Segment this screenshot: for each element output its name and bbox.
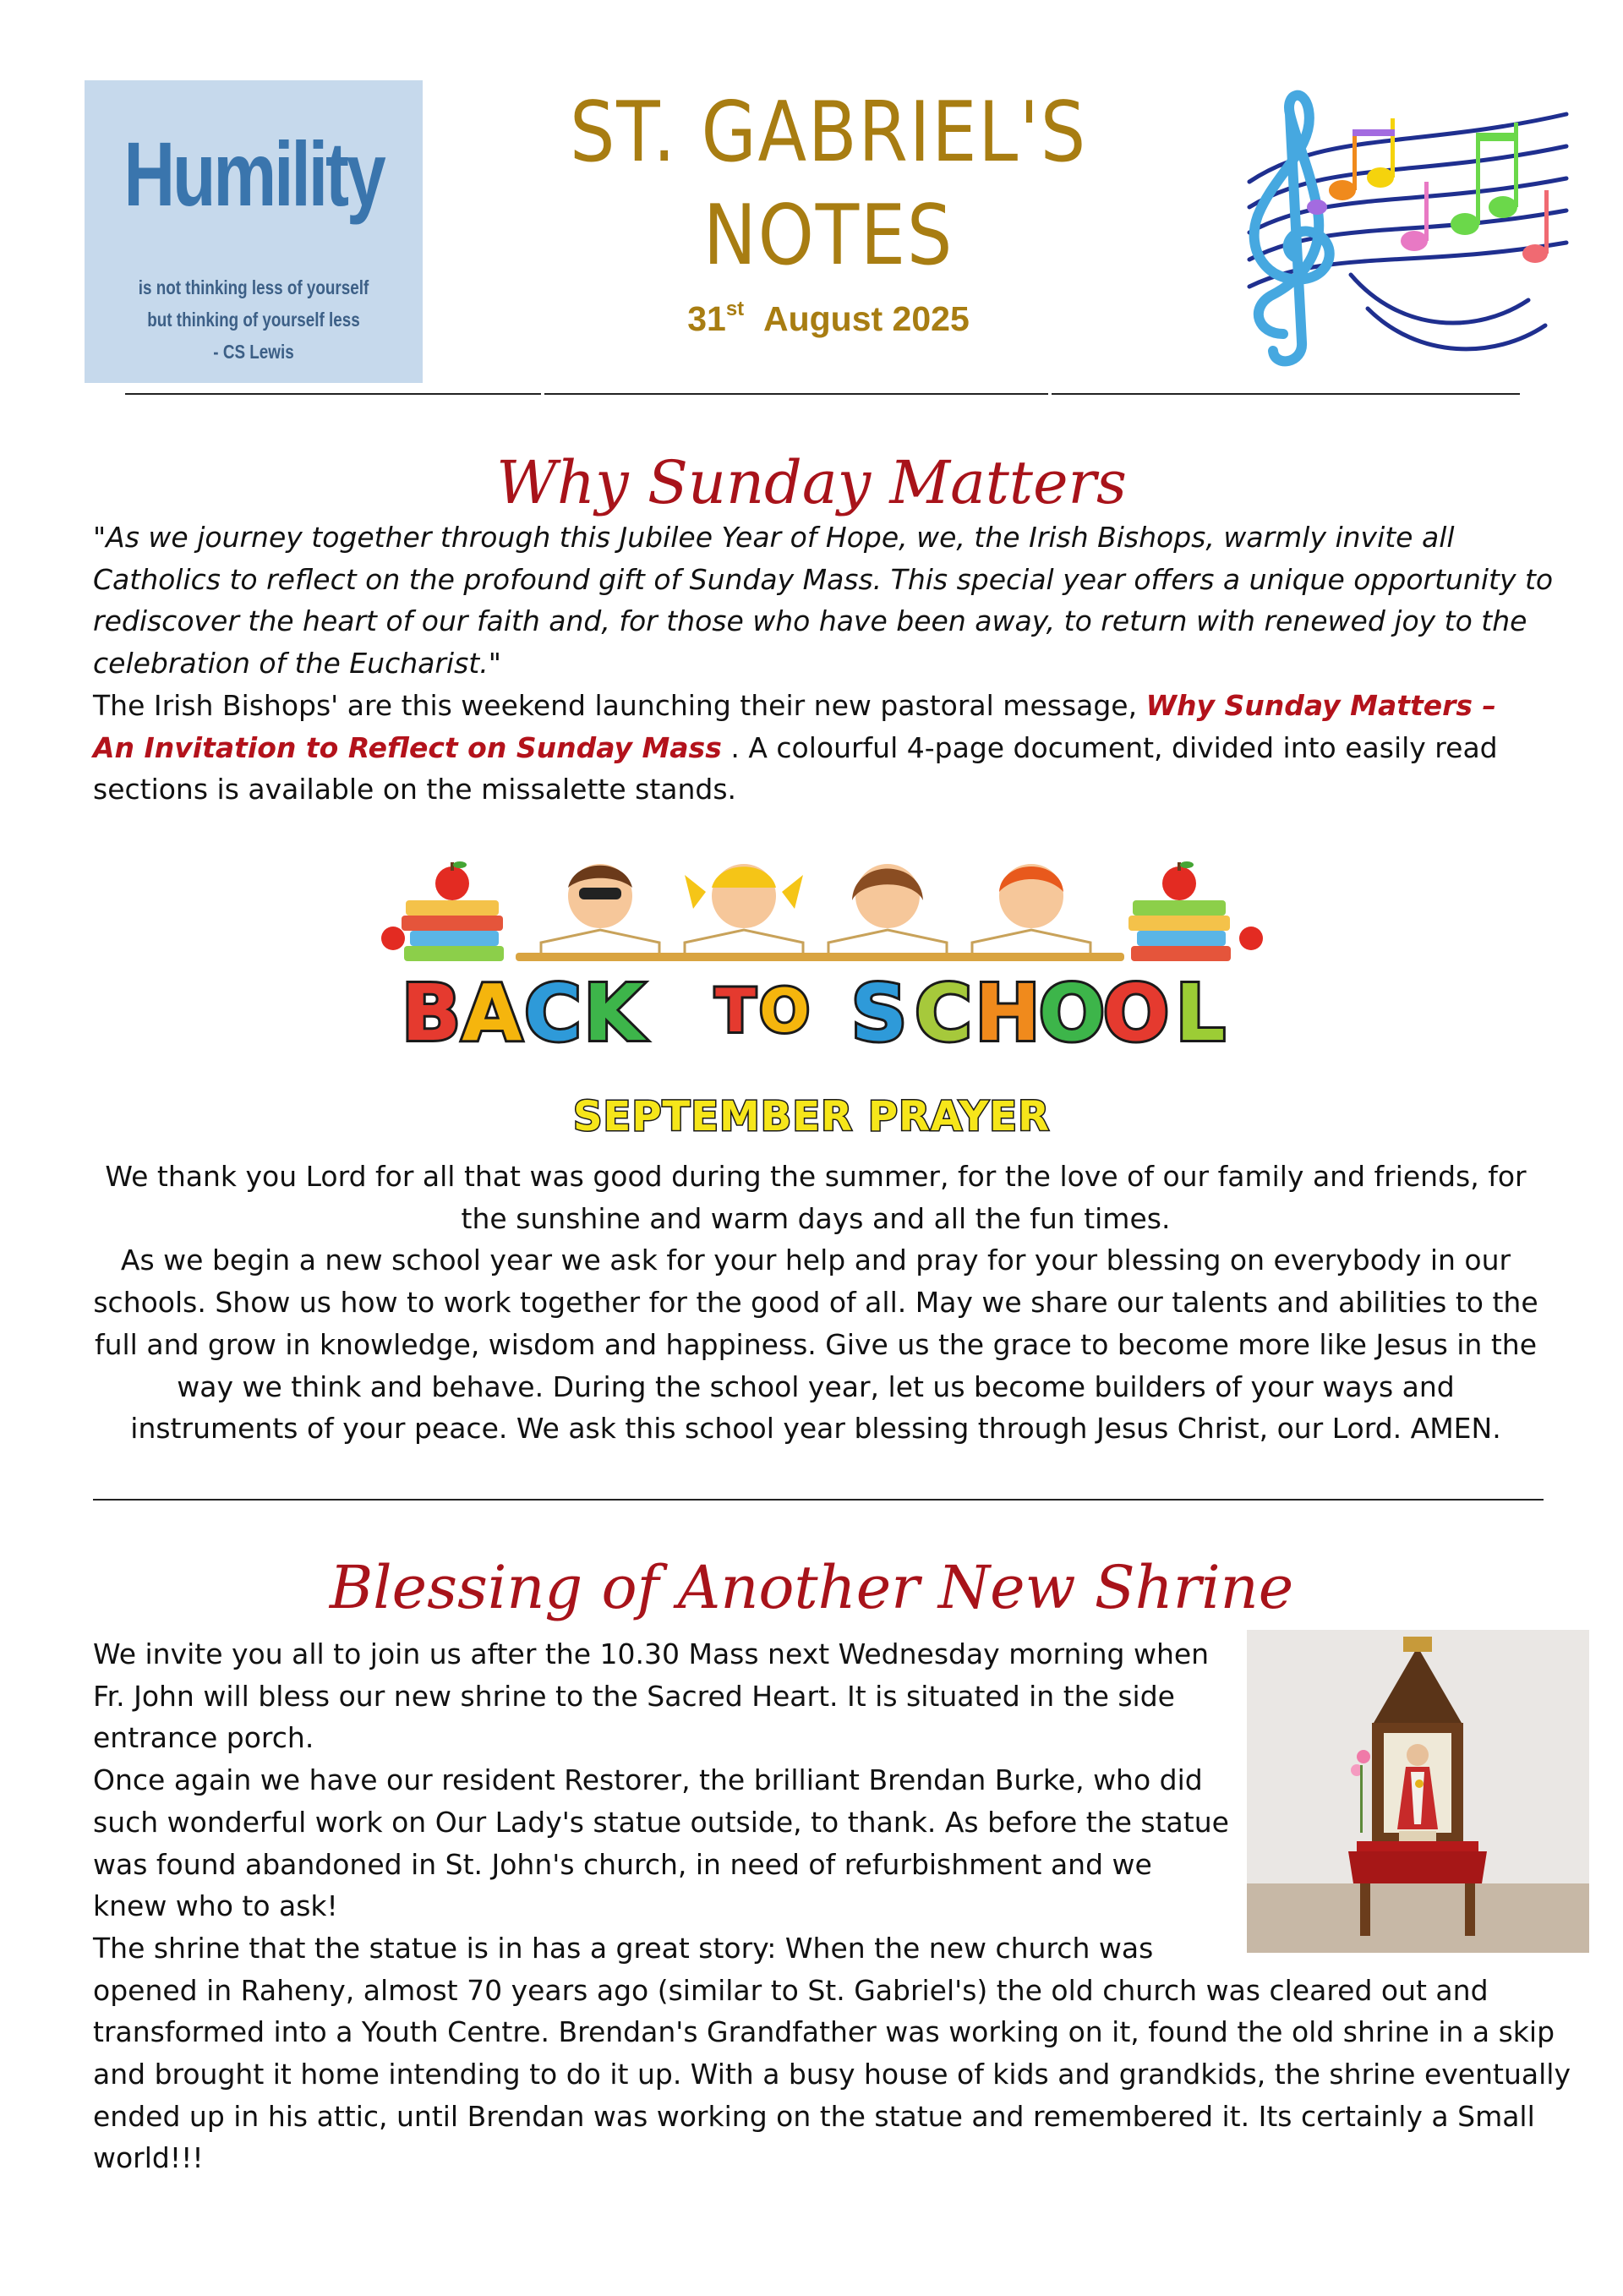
- pastoral-message-text: The Irish Bishops' are this weekend launching their new pastoral message,: [93, 689, 1146, 722]
- pastoral-message-paragraph: [93, 685, 1530, 811]
- banner-letter: O: [1038, 968, 1106, 1048]
- humility-quote-card: [85, 80, 423, 383]
- banner-word-back: [402, 968, 647, 1048]
- section-heading-shrine-blessing: Blessing of Another New Shrine: [329, 1553, 1294, 1622]
- banner-letter: S: [850, 968, 908, 1048]
- shrine-article: [93, 1633, 1581, 2179]
- banner-letter: O: [759, 976, 810, 1046]
- banner-word-to: [715, 976, 810, 1046]
- banner-letter: H: [975, 968, 1041, 1048]
- banner-letter: K: [583, 968, 644, 1048]
- september-prayer-text: We thank you Lord for all that was good during the summer, for the love of our family and friends, for the sunshine and warm days and all the fun times. As we begin a new school year we ask for your help and pray for your blessing on everybody in our schools. Show us how to work together for the good of all. May we share our talents and abilities to the full and grow in knowledge, wisdom and happiness. Give us the grace to become more like Jesus in the way we think and behave. During the school year, let us become builders of your ways and instruments of your peace. We ask this school year blessing through Jesus Christ, our Lord. AMEN.: [93, 1160, 1538, 1446]
- header-divider: [125, 393, 1520, 395]
- humility-title: Humility: [123, 123, 384, 225]
- humility-line-1: is not thinking less of yourself: [138, 276, 369, 298]
- newsletter-title-line-2: NOTES: [702, 188, 954, 284]
- banner-letter: O: [1102, 968, 1170, 1048]
- date-day: 31: [687, 299, 726, 338]
- section-divider: [93, 1499, 1544, 1501]
- september-prayer-title: SEPTEMBER PRAYER: [572, 1093, 1051, 1140]
- banner-letter: L: [1175, 968, 1226, 1048]
- september-prayer-heading: [0, 1086, 1623, 1145]
- humility-line-2: but thinking of yourself less: [147, 309, 360, 331]
- pastoral-message-text-end: . A colourful 4-page document, divided into easily read sections is available on the missalette stands.: [93, 730, 1498, 806]
- banner-letter: C: [915, 968, 972, 1048]
- apple-icon: [1128, 861, 1263, 961]
- date-suffix: st: [725, 298, 745, 320]
- children-reading-icon: [516, 864, 1124, 961]
- shrine-paragraph-3: The shrine that the statue is in has a great story: When the new church was opened in Raheny, almost 70 years ago (similar to St. Gabriel's) the old church was cleared out and transformed into a Youth Centre. Brendan's Grandfather was working on it, found the old shrine in a skip and brought it home intending to do it up. With a busy house of kids and grandkids, the shrine eventually ended up in his attic, until Brendan was working on the statue and remembered it. Its certainly a Small world!!!: [93, 1931, 1571, 2175]
- treble-clef-icon: [1254, 96, 1330, 362]
- banner-letter: B: [401, 968, 462, 1048]
- shrine-paragraph-1: We invite you all to join us after the 10.30 Mass next Wednesday morning when Fr. John will bless our new shrine to the Sacred Heart. It is situated in the side entrance porch.: [93, 1637, 1210, 1755]
- banner-word-school: [851, 968, 1225, 1048]
- date-month-year: August 2025: [762, 299, 970, 338]
- issue-date: [456, 298, 1200, 339]
- newsletter-title: ST. GABRIEL'S: [570, 85, 1087, 181]
- divider-gap: [1048, 388, 1052, 398]
- divider-gap: [541, 388, 544, 398]
- section-heading-why-sunday-matters: Why Sunday Matters: [496, 448, 1127, 517]
- pastoral-message-title: Why Sunday Matters – An Invitation to Reflect on Sunday Mass: [93, 689, 1497, 764]
- humility-attribution: - CS Lewis: [213, 341, 294, 363]
- apple-icon: [381, 861, 504, 961]
- banner-letter: A: [462, 968, 522, 1048]
- back-to-school-banner: [372, 850, 1276, 1048]
- banner-letter: C: [524, 968, 582, 1048]
- banner-letter: T: [715, 976, 756, 1046]
- music-notes-icon: [1224, 80, 1571, 372]
- shrine-paragraph-2: Once again we have our resident Restorer, the brilliant Brendan Burke, who did such wonderful work on Our Lady's statue outside, to thank. As before the statue was found abandoned in St. John's church, in need of refurbishment and we knew who to ask!: [93, 1763, 1229, 1923]
- sacred-heart-shrine-photo: [1247, 1630, 1589, 1953]
- bishops-quote: "As we journey together through this Jubilee Year of Hope, we, the Irish Bishops, warmly invite all Catholics to reflect on the profound gift of Sunday Mass. This special year offers a unique opportunity to rediscover the heart of our faith and, for those who have been away, to return with renewed joy to the celebration of the Eucharist.": [93, 521, 1554, 681]
